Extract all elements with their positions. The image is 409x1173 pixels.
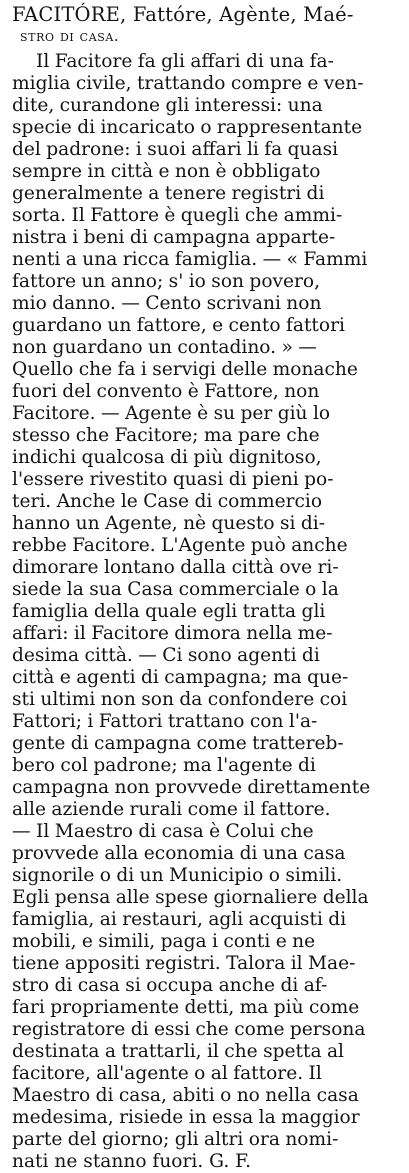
body-line: nistra i beni di campagna apparte- [12, 227, 336, 248]
body-line: medesima, risiede in essa la maggior [12, 1107, 360, 1128]
body-line: siede la sua Casa commerciale o la [12, 579, 339, 600]
body-line: Egli pensa alle spese giornaliere della [12, 887, 369, 908]
body-line: Il Facitore fa gli affari di una fa- [36, 51, 334, 72]
body-line: fattore un anno; s' io son povero, [12, 271, 321, 292]
body-line: specie di incaricato o rappresentante [12, 117, 363, 138]
body-line: facitore, all'agente o al fattore. Il [12, 1063, 322, 1084]
author-signature: G. F. [209, 1151, 252, 1172]
body-line: fuori del convento è Fattore, non [12, 381, 320, 402]
entry-headword-line-2: stro di casa. [20, 27, 120, 45]
body-line: sempre in città e non è obbligato [12, 161, 321, 182]
body-line: l'essere rivestito quasi di pieni po- [12, 469, 334, 490]
body-line: stro di casa si occupa anche di af- [12, 975, 328, 996]
body-line: campagna non provvede direttamente [12, 777, 371, 798]
body-line: stesso che Facitore; ma pare che [12, 425, 320, 446]
body-line: mio danno. — Cento scrivani non [12, 293, 322, 314]
body-line: fari propriamente detti, ma più come [12, 997, 360, 1018]
body-line: del padrone: i suoi affari li fa quasi [12, 139, 339, 160]
body-line: sti ultimi non son da confondere coi [12, 689, 348, 710]
body-line: famiglia della quale egli tratta gli [12, 601, 326, 622]
body-line: bero col padrone; ma l'agente di [12, 755, 316, 776]
body-line: miglia civile, trattando compre e ven- [12, 73, 364, 94]
body-line: città e agenti di campagna; ma que- [12, 667, 349, 688]
body-line: signorile o di un Municipio o simili. [12, 865, 343, 886]
body-line: parte del giorno; gli altri ora nomi- [12, 1129, 339, 1150]
body-line: affari: il Facitore dimora nella me- [12, 623, 333, 644]
body-line: — Il Maestro di casa è Colui che [12, 821, 314, 842]
body-line: provvede alla economia di una casa [12, 843, 346, 864]
body-line: registratore di essi che come persona [12, 1019, 366, 1040]
body-line: indichi qualcosa di più dignitoso, [12, 447, 322, 468]
body-line: non guardano un contadino. » — [12, 337, 317, 358]
body-line: Fattori; i Fattori trattano con l'a- [12, 711, 318, 732]
entry-body [12, 51, 403, 1173]
body-line: famiglia, ai restauri, agli acquisti di [12, 909, 347, 930]
body-line: desima città. — Ci sono agenti di [12, 645, 320, 666]
body-line: dimorare lontano dalla città ove ri- [12, 557, 339, 578]
body-line: teri. Anche le Case di commercio [12, 491, 323, 512]
body-line: Quello che fa i servigi delle monache [12, 359, 358, 380]
body-line: guardano un fattore, e cento fattori [12, 315, 345, 336]
body-line: nenti a una ricca famiglia. — « Fammi [12, 249, 368, 270]
body-line: generalmente a tenere registri di [12, 183, 325, 204]
entry-headword-line-1: FACITÓRE, Fattóre, Agènte, Maé- [12, 3, 354, 26]
body-line: Maestro di casa, abiti o no nella casa [12, 1085, 359, 1106]
body-line: hanno un Agente, nè questo si di- [12, 513, 326, 534]
body-line: mobili, e simili, paga i conti e ne [12, 931, 316, 952]
body-line: destinata a trattarli, il che spetta al [12, 1041, 344, 1062]
final-line [12, 1151, 403, 1173]
body-line: tiene appositi registri. Talora il Mae- [12, 953, 356, 974]
body-line: sorta. Il Fattore è quegli che ammi- [12, 205, 343, 226]
body-line: alle aziende rurali come il fattore. [12, 799, 331, 820]
body-line: Facitore. — Agente è su per giù lo [12, 403, 331, 424]
body-line: rebbe Facitore. L'Agente può anche [12, 535, 348, 556]
body-line: gente di campagna come trattereb- [12, 733, 344, 754]
body-line: dite, curandone gli interessi: una [12, 95, 323, 116]
body-line: nati ne stanno fuori. [12, 1151, 204, 1172]
